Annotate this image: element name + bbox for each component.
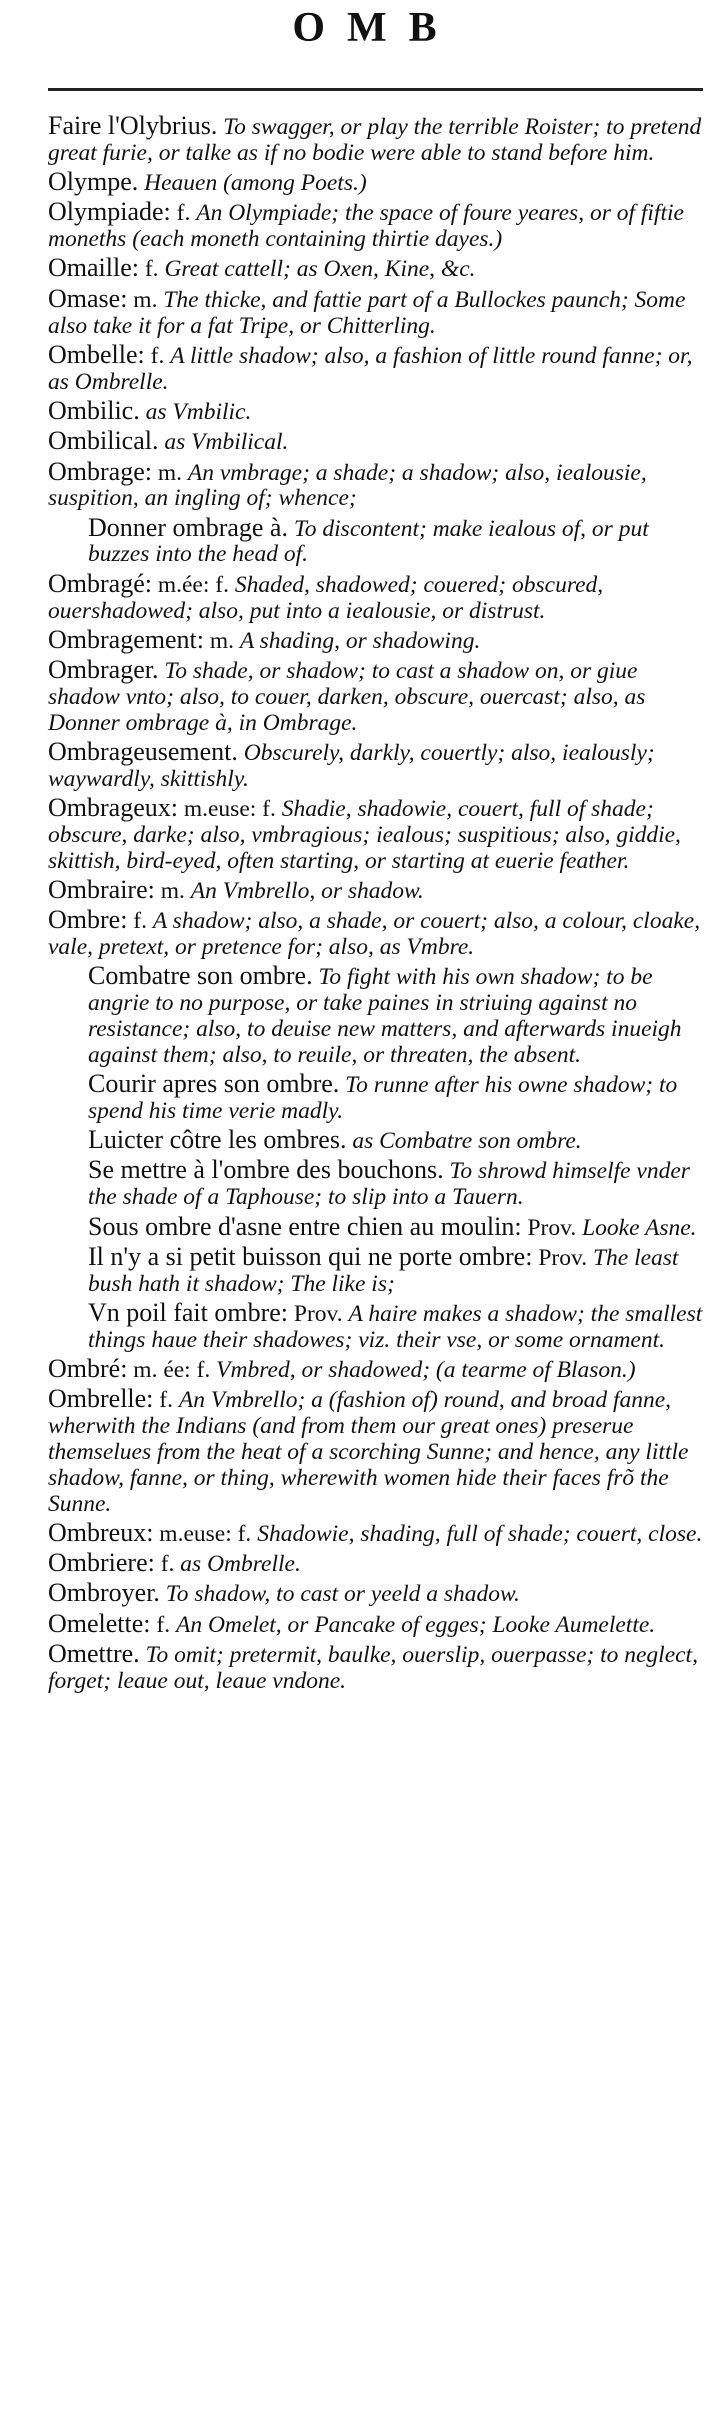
entry-translation: To omit; pretermit, baulke, ouerslip, ouerpasse; to neglect, forget; leaue out, leaue vndone. bbox=[48, 1642, 698, 1694]
dictionary-entry bbox=[48, 963, 703, 1068]
entry-headword: Omase: bbox=[48, 283, 128, 313]
dictionary-entry bbox=[48, 877, 703, 905]
entry-translation: as Combatre son ombre. bbox=[352, 1128, 582, 1155]
entry-headword: Ombrager. bbox=[48, 655, 159, 685]
dictionary-entry bbox=[48, 199, 703, 253]
entry-grammar: Prov. bbox=[527, 1214, 577, 1241]
dictionary-entry bbox=[48, 1241, 703, 1298]
entry-headword: Faire l'Olybrius. bbox=[48, 111, 218, 140]
entry-headword: Omaille: bbox=[48, 253, 139, 283]
entry-translation: Looke Asne. bbox=[582, 1214, 697, 1241]
entry-translation: An Omelet, or Pancake of egges; Looke Aumelette. bbox=[175, 1611, 656, 1638]
entry-grammar: f. bbox=[159, 1387, 173, 1414]
entry-translation: as Ombrelle. bbox=[180, 1551, 301, 1578]
entry-translation: A little shadow; also, a fashion of little round fanne; or, as Ombrelle. bbox=[48, 342, 693, 395]
entry-headword: Ombraire: bbox=[48, 875, 155, 905]
entry-translation: Obscurely, darkly, couertly; also, iealously; waywardly, skittishly. bbox=[48, 740, 655, 792]
entry-grammar: m.euse: f. bbox=[183, 796, 276, 823]
entry-headword: Ombilical. bbox=[48, 426, 159, 456]
entry-headword: Ombilic. bbox=[48, 395, 140, 425]
entry-headword: Sous ombre d'asne entre chien au moulin: bbox=[88, 1211, 522, 1241]
dictionary-entry bbox=[48, 907, 703, 961]
entry-headword: Courir apres son ombre. bbox=[88, 1069, 340, 1099]
entry-grammar: f. bbox=[150, 342, 165, 369]
dictionary-entry bbox=[48, 568, 703, 625]
entry-headword: Ombré: bbox=[48, 1354, 128, 1384]
entry-list bbox=[48, 113, 703, 1695]
entry-grammar: m. bbox=[157, 459, 182, 486]
entry-translation: To fight with his own shadow; to be angrie to no purpose, or take paines in striuing against no resistance; also, to deuise new matters, and afterwards inueigh against them; also, to reuile, or threaten, the absent. bbox=[88, 964, 682, 1068]
dictionary-entry bbox=[48, 512, 703, 569]
entry-translation: To shadow, to cast or yeeld a shadow. bbox=[165, 1581, 520, 1608]
entry-headword: Ombelle: bbox=[48, 339, 145, 369]
entry-grammar: f. bbox=[144, 256, 159, 283]
entry-translation: Vmbred, or shadowed; (a tearme of Blason.) bbox=[216, 1357, 636, 1384]
dictionary-entry bbox=[48, 113, 703, 167]
dictionary-entry bbox=[48, 1127, 703, 1155]
entry-translation: To shade, or shadow; to cast a shadow on, or giue shadow vnto; also, to couer, darken, obscure, ouercast; also, as Donner ombrage à, in Ombrage. bbox=[48, 658, 646, 736]
entry-translation: as Vmbilical. bbox=[164, 429, 289, 456]
dictionary-entry bbox=[48, 428, 703, 456]
entry-headword: Ombrageux: bbox=[48, 793, 178, 823]
entry-headword: Luicter côtre les ombres. bbox=[88, 1125, 347, 1155]
dictionary-entry bbox=[48, 395, 703, 426]
dictionary-entry bbox=[48, 283, 703, 340]
entry-headword: Ombragement: bbox=[48, 624, 204, 654]
entry-translation: Heauen (among Poets.) bbox=[144, 170, 367, 197]
dictionary-entry bbox=[48, 339, 703, 396]
entry-headword: Omelette: bbox=[48, 1608, 151, 1638]
entry-headword: Ombroyer. bbox=[48, 1578, 160, 1608]
entry-translation: An Olympiade; the space of foure yeares, or of fiftie moneths (each moneth containing thirtie dayes.) bbox=[48, 200, 684, 253]
dictionary-entry bbox=[48, 456, 703, 513]
entry-translation: To swagger, or play the terrible Roister; to pretend great furie, or talke as if no bodie were able to stand before him. bbox=[48, 114, 702, 166]
dictionary-entry bbox=[48, 1550, 703, 1578]
entry-grammar: m.ée: f. bbox=[157, 571, 229, 598]
entry-headword: Olympiade: bbox=[48, 197, 171, 227]
entry-grammar: f. bbox=[133, 908, 147, 935]
dictionary-entry bbox=[48, 1580, 703, 1608]
entry-grammar: m. ée: f. bbox=[133, 1357, 211, 1384]
dictionary-entry bbox=[48, 1211, 703, 1242]
entry-translation: To shrowd himselfe vnder the shade of a Taphouse; to slip into a Tauern. bbox=[88, 1158, 690, 1211]
entry-headword: Combatre son ombre. bbox=[88, 961, 313, 991]
entry-grammar: m. bbox=[209, 627, 234, 654]
entry-grammar: m. bbox=[160, 878, 185, 905]
entry-translation: An Vmbrello; a (fashion of) round, and broad fanne, wherwith the Indians (and from them our great ones) preserue themselues from the heat of a scorching Sunne; and hence, any little shadow, fanne, or thing, wherewith women hide their faces frõ the Sunne. bbox=[48, 1387, 689, 1517]
dictionary-entry bbox=[48, 1356, 703, 1384]
dictionary-entry bbox=[48, 795, 703, 874]
entry-grammar: Prov. bbox=[293, 1300, 343, 1327]
dictionary-entry bbox=[48, 1517, 703, 1548]
entry-translation: The least bush hath it shadow; The like is; bbox=[88, 1244, 679, 1297]
entry-translation: Shaded, shadowed; couered; obscured, ouershadowed; also, put into a iealousie, or distrust. bbox=[48, 571, 604, 624]
running-head: OMB bbox=[292, 5, 459, 51]
dictionary-entry bbox=[48, 624, 703, 655]
entry-translation: Great cattell; as Oxen, Kine, &c. bbox=[164, 256, 476, 283]
dictionary-entry bbox=[48, 1608, 703, 1639]
entry-headword: Vn poil fait ombre: bbox=[88, 1297, 289, 1327]
dictionary-entry bbox=[48, 1157, 703, 1211]
entry-translation: A haire makes a shadow; the smallest things haue their shadowes; viz. their vse, or some ornament. bbox=[88, 1300, 703, 1353]
entry-headword: Ombrageusement. bbox=[48, 737, 238, 767]
entry-headword: Se mettre à l'ombre des bouchons. bbox=[88, 1155, 444, 1185]
dictionary-entry bbox=[48, 1386, 703, 1517]
dictionary-entry bbox=[48, 657, 703, 736]
dictionary-entry bbox=[48, 739, 703, 793]
entry-translation: To discontent; make iealous of, or put buzzes into the head of. bbox=[88, 515, 649, 568]
entry-translation: A shading, or shadowing. bbox=[239, 627, 481, 654]
entry-headword: Donner ombrage à. bbox=[88, 512, 288, 542]
dictionary-entry bbox=[48, 1641, 703, 1695]
entry-grammar: m. bbox=[133, 286, 158, 313]
entry-headword: Ombreux: bbox=[48, 1517, 154, 1547]
dictionary-entry bbox=[48, 1297, 703, 1354]
entry-translation: The thicke, and fattie part of a Bullockes paunch; Some also take it for a fat Tripe, or Chitterling. bbox=[48, 286, 686, 339]
entry-headword: Omettre. bbox=[48, 1639, 140, 1669]
entry-grammar: m.euse: f. bbox=[159, 1520, 252, 1547]
entry-grammar: f. bbox=[160, 1551, 175, 1578]
entry-grammar: Prov. bbox=[538, 1244, 588, 1271]
entry-headword: Ombragé: bbox=[48, 568, 152, 598]
entry-translation: Shadowie, shading, full of shade; couert, close. bbox=[257, 1520, 703, 1547]
entry-grammar: f. bbox=[156, 1611, 171, 1638]
entry-headword: Ombre: bbox=[48, 905, 128, 935]
dictionary-entry bbox=[48, 169, 703, 197]
entry-translation: An Vmbrello, or shadow. bbox=[190, 878, 424, 905]
dictionary-entry bbox=[48, 255, 703, 283]
entry-translation: Shadie, shadowie, couert, full of shade; obscure, darke; also, vmbragious; iealous; suspitious; also, giddie, skittish, bird-eyed, often starting, or starting at euerie feather. bbox=[48, 796, 681, 874]
entry-headword: Ombrelle: bbox=[48, 1384, 154, 1414]
entry-headword: Olympe. bbox=[48, 167, 139, 197]
entry-translation: A shadow; also, a shade, or couert; also, a colour, cloake, vale, pretext, or pretence for; also, as Vmbre. bbox=[48, 908, 701, 961]
entry-translation: as Vmbilic. bbox=[145, 398, 252, 425]
dictionary-entry bbox=[48, 1071, 703, 1125]
entry-headword: Ombrage: bbox=[48, 456, 152, 486]
entry-headword: Ombriere: bbox=[48, 1548, 155, 1578]
entry-translation: To runne after his owne shadow; to spend his time verie madly. bbox=[88, 1072, 678, 1124]
header-rule bbox=[48, 88, 703, 91]
entry-grammar: f. bbox=[176, 200, 191, 227]
entry-headword: Il n'y a si petit buisson qui ne porte ombre: bbox=[88, 1241, 533, 1271]
entry-translation: An vmbrage; a shade; a shadow; also, iealousie, suspition, an ingling of; whence; bbox=[48, 459, 647, 512]
